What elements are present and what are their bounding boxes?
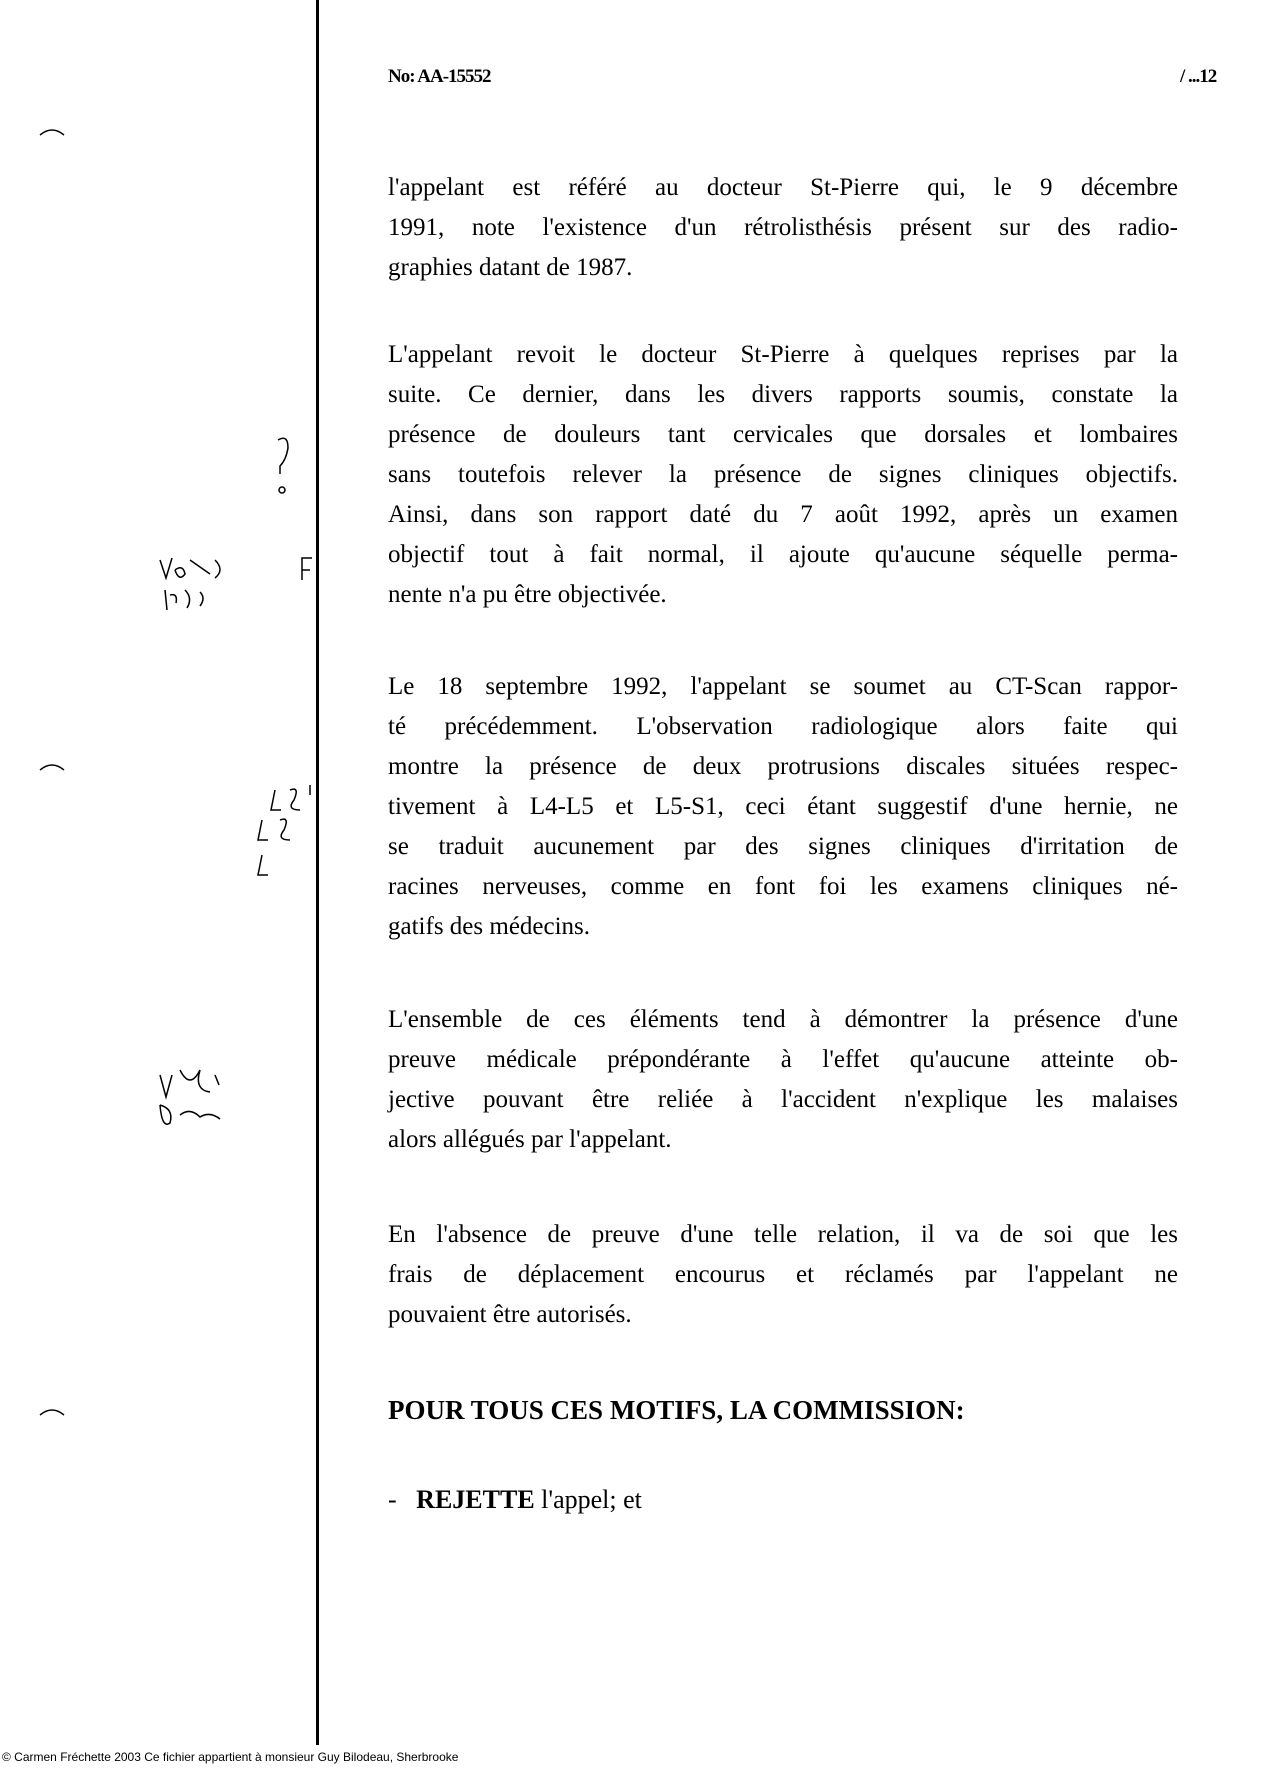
paragraph-line: graphies datant de 1987. xyxy=(388,254,633,281)
paragraph-line: gatifs des médecins. xyxy=(388,913,591,940)
paragraph-line: l'appelant est référé au docteur St-Pierre qui, le 9 décembre xyxy=(388,174,1178,201)
paragraph-line: preuve médicale prépondérante à l'effet qu'aucune atteinte ob- xyxy=(388,1046,1178,1073)
decision-verb: REJETTE xyxy=(416,1485,535,1514)
paragraph-line: se traduit aucunement par des signes cliniques d'irritation de xyxy=(388,833,1178,860)
page-number: / ...12 xyxy=(1180,66,1217,87)
paragraph-line: té précédemment. L'observation radiologique alors faite qui xyxy=(388,713,1178,740)
paragraph-line: L'ensemble de ces éléments tend à démontrer la présence d'une xyxy=(388,1006,1178,1033)
paragraph xyxy=(388,667,1178,947)
section-heading: POUR TOUS CES MOTIFS, LA COMMISSION: xyxy=(388,1395,965,1425)
paragraph-line: présence de douleurs tant cervicales que dorsales et lombaires xyxy=(388,421,1178,448)
paragraph xyxy=(388,335,1178,615)
file-number: No: AA-15552 xyxy=(388,66,491,87)
paragraph-line: pouvaient être autorisés. xyxy=(388,1301,632,1328)
bullet: - xyxy=(388,1485,397,1514)
paragraph-line: L'appelant revoit le docteur St-Pierre à quelques reprises par la xyxy=(388,341,1178,368)
paragraph-line: jective pouvant être reliée à l'accident n'explique les malaises xyxy=(388,1086,1178,1113)
paragraph-line: Ainsi, dans son rapport daté du 7 août 1992, après un examen xyxy=(388,501,1178,528)
paragraph-line: suite. Ce dernier, dans les divers rapports soumis, constate la xyxy=(388,381,1178,408)
paragraph-line: En l'absence de preuve d'une telle relation, il va de soi que les xyxy=(388,1221,1178,1248)
paragraph-line: 1991, note l'existence d'un rétrolisthésis présent sur des radio- xyxy=(388,214,1178,241)
paragraph-line: alors allégués par l'appelant. xyxy=(388,1126,672,1153)
decision-item xyxy=(388,1482,642,1518)
paragraph xyxy=(388,168,1178,288)
paragraph xyxy=(388,1000,1178,1160)
paragraph-line: objectif tout à fait normal, il ajoute qu'aucune séquelle perma- xyxy=(388,541,1178,568)
decision-text: l'appel; et xyxy=(534,1485,642,1514)
handwritten-margin-notes xyxy=(0,0,320,1768)
paragraph xyxy=(388,1215,1178,1335)
paragraph-line: sans toutefois relever la présence de signes cliniques objectifs. xyxy=(388,461,1178,488)
paragraph-line: montre la présence de deux protrusions discales situées respec- xyxy=(388,753,1178,780)
paragraph-line: frais de déplacement encourus et réclamés par l'appelant ne xyxy=(388,1261,1178,1288)
paragraph-line: Le 18 septembre 1992, l'appelant se soumet au CT-Scan rappor- xyxy=(388,673,1178,700)
paragraph-line: tivement à L4-L5 et L5-S1, ceci étant suggestif d'une hernie, ne xyxy=(388,793,1178,820)
paragraph-line: racines nerveuses, comme en font foi les examens cliniques né- xyxy=(388,873,1178,900)
paragraph-line: nente n'a pu être objectivée. xyxy=(388,581,667,608)
copyright-footer: © Carmen Fréchette 2003 Ce fichier appartient à monsieur Guy Bilodeau, Sherbrooke xyxy=(2,1750,459,1764)
